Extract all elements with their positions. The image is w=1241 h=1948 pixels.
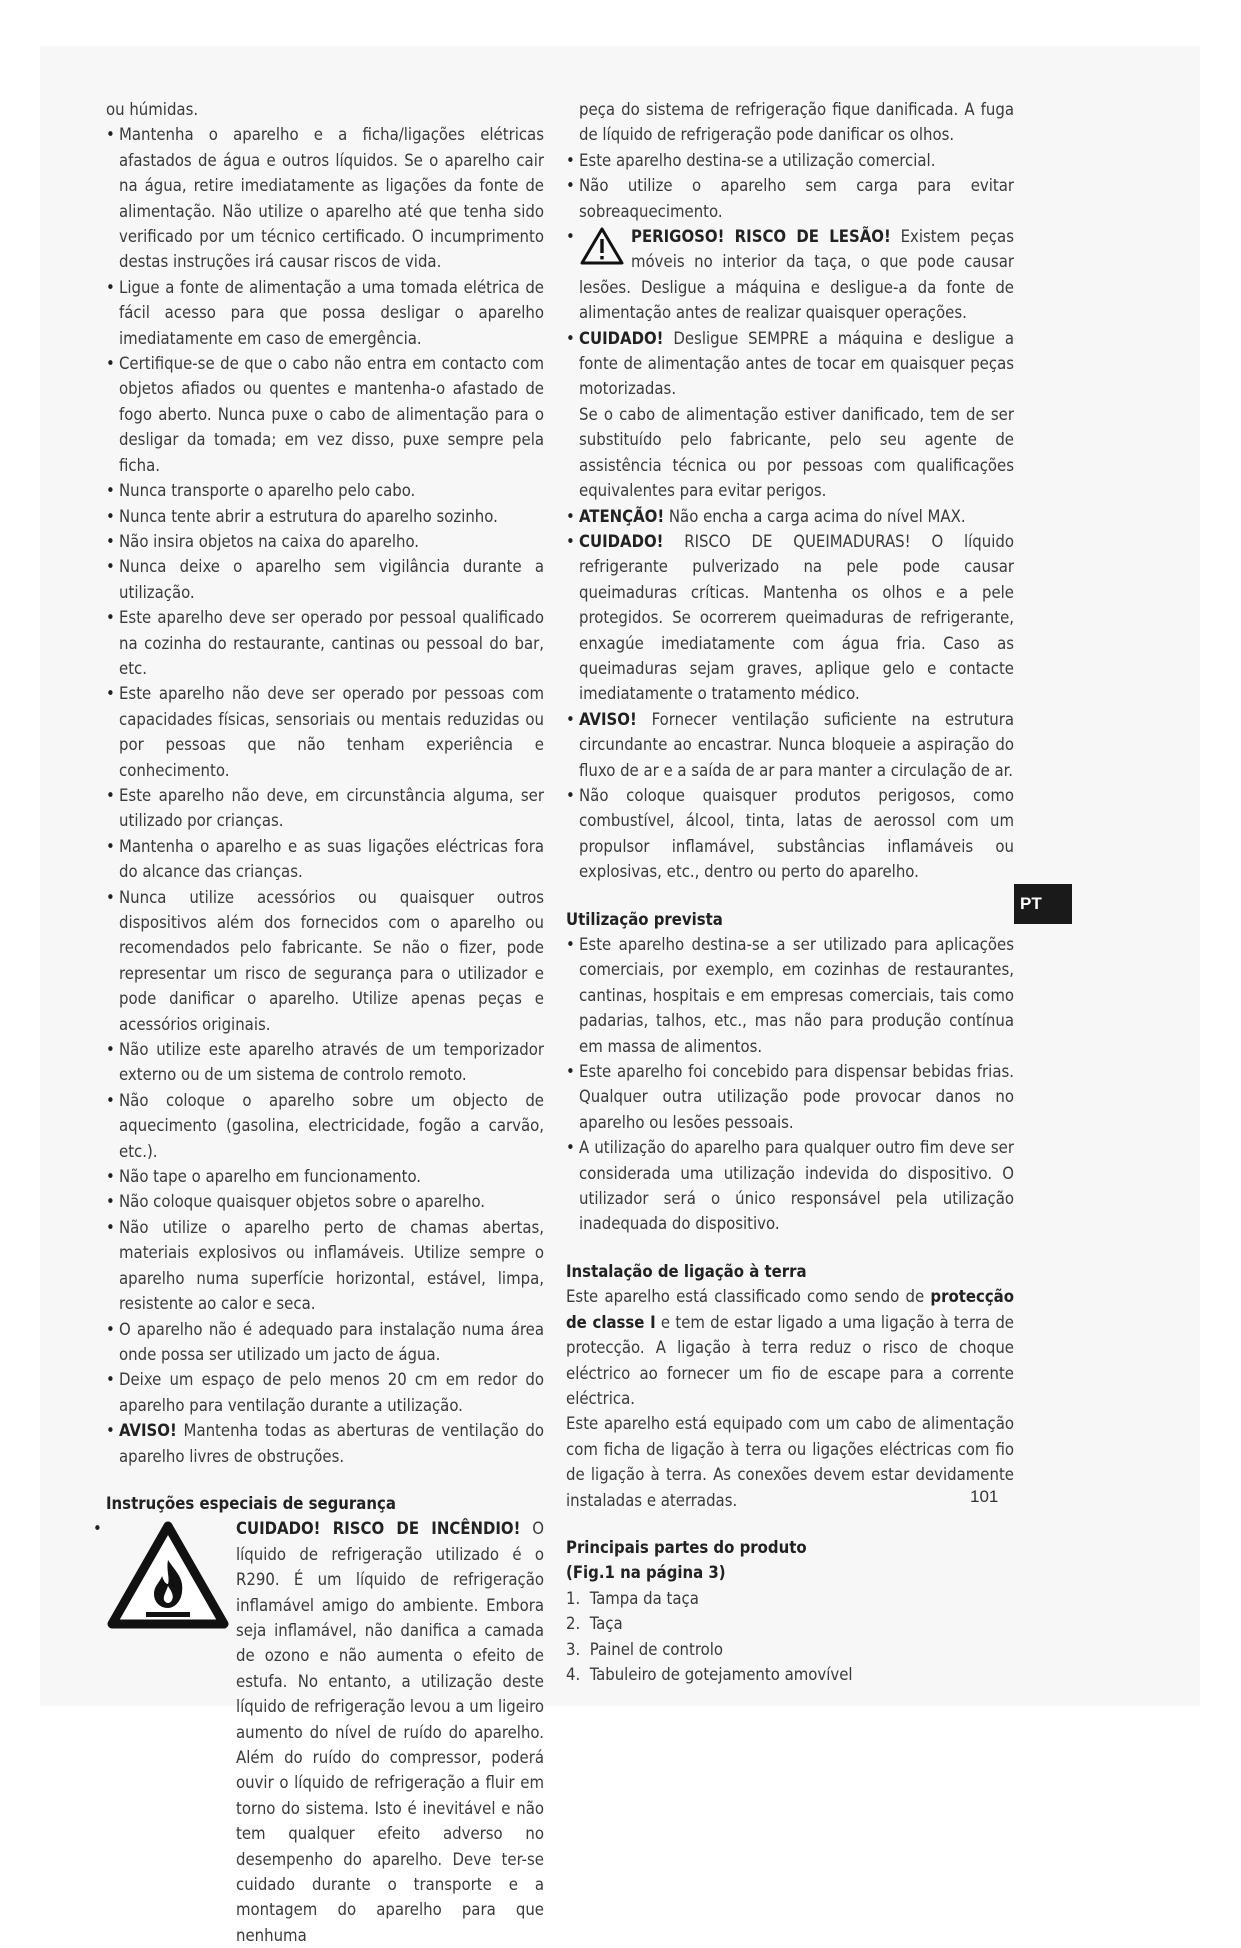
language-tab: PT	[1014, 884, 1072, 924]
aviso-label: AVISO!	[119, 1421, 177, 1441]
grounding-text-1: Este aparelho está classificado como sendo de protecção de classe I e tem de estar ligado a uma ligação à terra de protecção. A ligação à terra reduz o risco de choque eléctrico ao fornecer um fio de escape para a corrente eléctrica.	[566, 1287, 1014, 1408]
list-item: • Nunca tente abrir a estrutura do aparelho sozinho.	[106, 504, 544, 529]
fire-warning-block: • CUIDADO! RISCO DE INCÊNDIO! O líquido de refrigeração utilizado é o R290. É um líquido de refrigeração inflamável amigo do ambiente. Embora seja inflamável, não danifica a camada de ozono e não aumenta o efeito de estufa. No entanto, a utilização deste líquido de refrigeração levou a um ligeiro aumento do nível de ruído do aparelho. Além do ruído do compressor, poderá ouvir o líquido de refrigeração a fluir em torno do sistema. Isto é inevitável e não tem qualquer efeito adverso no desempenho do aparelho. Deve ter-se cuidado durante o transporte e a montagem do aparelho para que nenhuma	[106, 1516, 544, 1948]
intro-text: ou húmidas.	[106, 100, 199, 119]
list-item: 1. Tampa da taça	[566, 1588, 699, 1608]
fire-warning-label: CUIDADO! RISCO DE INCÊNDIO!	[236, 1519, 521, 1539]
list-item: • Nunca utilize acessórios ou quaisquer outros dispositivos além dos fornecidos com o aparelho ou recomendados pelo fabricante. Se não o fizer, pode representar um risco de segurança para o utilizador e pode danificar o aparelho. Utilize apenas peças e acessórios originais.	[106, 885, 544, 1037]
continuation-text: peça do sistema de refrigeração fique danificada. A fuga de líquido de refrigeração pode danificar os olhos.	[579, 100, 1014, 145]
grounding-heading: Instalação de ligação à terra	[566, 1261, 807, 1281]
safety-list-right	[566, 148, 1014, 402]
list-item: • Este aparelho foi concebido para dispensar bebidas frias. Qualquer outra utilização pode provocar danos no aparelho ou lesões pessoais.	[566, 1059, 1014, 1135]
list-item: • Não utilize este aparelho através de um temporizador externo ou de um sistema de controlo remoto.	[106, 1037, 544, 1088]
intended-use-heading: Utilização prevista	[566, 909, 723, 929]
list-item: • Não coloque o aparelho sobre um objecto de aquecimento (gasolina, electricidade, fogão a carvão, etc.).	[106, 1088, 544, 1164]
list-item: • Este aparelho não deve, em circunstância alguma, ser utilizado por crianças.	[106, 783, 544, 834]
intended-use-list	[566, 932, 1014, 1237]
fire-warning-text: CUIDADO! RISCO DE INCÊNDIO! O líquido de refrigeração utilizado é o R290. É um líquido de refrigeração inflamável amigo do ambiente. Embora seja inflamável, não danifica a camada de ozono e não aumenta o efeito de estufa. No entanto, a utilização deste líquido de refrigeração levou a um ligeiro aumento do nível de ruído do aparelho. Além do ruído do compressor, poderá ouvir o líquido de refrigeração a fluir em torno do sistema. Isto é inevitável e não tem qualquer efeito adverso no desempenho do aparelho. Deve ter-se cuidado durante o transporte e a montagem do aparelho para que nenhuma	[236, 1519, 544, 1945]
list-item: • Certifique-se de que o cabo não entra em contacto com objetos afiados ou quentes e mantenha-o afastado de fogo aberto. Nunca puxe o cabo de alimentação para o desligar da tomada; em vez disso, puxe sempre pela ficha.	[106, 351, 544, 478]
safety-list	[106, 122, 544, 1469]
list-item: • Este aparelho destina-se a utilização comercial.	[566, 148, 1014, 173]
list-item: • Nunca deixe o aparelho sem vigilância durante a utilização.	[106, 554, 544, 605]
list-item: • Não utilize o aparelho perto de chamas abertas, materiais explosivos ou inflamáveis. Utilize sempre o aparelho numa superfície horizontal, estável, limpa, resistente ao calor e seca.	[106, 1215, 544, 1317]
list-item: • Não insira objetos na caixa do aparelho.	[106, 529, 544, 554]
grounding-text-2: Este aparelho está equipado com um cabo de alimentação com ficha de ligação à terra ou ligações eléctricas com fio de ligação à terra. As conexões devem estar devidamente instaladas e aterradas.	[566, 1414, 1014, 1510]
list-item: • Não utilize o aparelho sem carga para evitar sobreaquecimento.	[566, 173, 1014, 224]
list-item: • Este aparelho não deve ser operado por pessoas com capacidades físicas, sensoriais ou mentais reduzidas ou por pessoas que não tenham experiência e conhecimento.	[106, 681, 544, 783]
flammable-warning-icon	[106, 1520, 230, 1632]
list-item: • Este aparelho destina-se a ser utilizado para aplicações comerciais, por exemplo, em cozinhas de restaurantes, cantinas, hospitais e em empresas comerciais, tais como padarias, talhos, etc., mas não para produção contínua em massa de alimentos.	[566, 932, 1014, 1059]
list-item-aviso	[106, 1418, 544, 1469]
perigo-label: PERIGOSO! RISCO DE LESÃO!	[631, 227, 891, 247]
list-item: • Mantenha o aparelho e as suas ligações eléctricas fora do alcance das crianças.	[106, 834, 544, 885]
list-item: • Nunca transporte o aparelho pelo cabo.	[106, 478, 544, 503]
cable-text: Se o cabo de alimentação estiver danificado, tem de ser substituído pelo fabricante, pelo seu agente de assistência técnica ou por pessoas com qualificações equivalentes para evitar perigos.	[579, 404, 1014, 501]
list-item: 2. Taça	[566, 1614, 623, 1634]
list-item: • A utilização do aparelho para qualquer outro fim deve ser considerada uma utilização indevida do dispositivo. O utilizador será o único responsável pela utilização inadequada do dispositivo.	[566, 1135, 1014, 1237]
parts-subheading: (Fig.1 na página 3)	[566, 1563, 726, 1583]
parts-heading: Principais partes do produto	[566, 1537, 807, 1557]
left-column	[93, 97, 544, 1948]
list-item: • Este aparelho deve ser operado por pessoal qualificado na cozinha do restaurante, cantinas ou pessoal do bar, etc.	[106, 605, 544, 681]
list-item-cuidado: • CUIDADO! Desligue SEMPRE a máquina e desligue a fonte de alimentação antes de tocar em quaisquer peças motorizadas.	[566, 326, 1014, 402]
list-item-cuidado: • CUIDADO! RISCO DE QUEIMADURAS! O líquido refrigerante pulverizado na pele pode causar queimaduras críticas. Mantenha os olhos e a pele protegidos. Se ocorrerem queimaduras de refrigerante, enxagúe imediatamente com água fria. Caso as queimaduras sejam graves, aplique gelo e contacte imediatamente o tratamento médico.	[566, 529, 1014, 707]
list-item: • Não tape o aparelho em funcionamento.	[106, 1164, 544, 1189]
right-column	[566, 97, 1014, 1687]
aviso-text: Mantenha todas as aberturas de ventilação do aparelho livres de obstruções.	[119, 1421, 544, 1466]
parts-list	[566, 1586, 1014, 1688]
page-number: 101	[970, 1487, 999, 1506]
list-item: • O aparelho não é adequado para instalação numa área onde possa ser utilizado um jacto de água.	[106, 1317, 544, 1368]
list-item: • Não coloque quaisquer produtos perigosos, como combustível, álcool, tinta, latas de aerossol com um propulsor inflamável, substâncias inflamáveis ou explosivas, etc., dentro ou perto do aparelho.	[566, 783, 1014, 885]
warning-triangle-icon	[579, 226, 625, 266]
list-item-atencao: • ATENÇÃO! Não encha a carga acima do nível MAX.	[566, 504, 1014, 529]
list-item: • Deixe um espaço de pelo menos 20 cm em redor do aparelho para ventilação durante a utilização.	[106, 1367, 544, 1418]
list-item: • Não coloque quaisquer objetos sobre o aparelho.	[106, 1189, 544, 1214]
list-item-aviso: • AVISO! Fornecer ventilação suficiente na estrutura circundante ao encastrar. Nunca bloqueie a aspiração do fluxo de ar e a saída de ar para manter a circulação de ar.	[566, 707, 1014, 783]
list-item-perigo: • PERIGOSO! RISCO DE LESÃO! Existem peças móveis no interior da taça, o que pode causar lesões. Desligue a máquina e desligue-a da fonte de alimentação antes de realizar quaisquer operações.	[566, 224, 1014, 326]
safety-list-right-2	[566, 504, 1014, 885]
list-item: 3. Painel de controlo	[566, 1639, 724, 1659]
list-item: • Ligue a fonte de alimentação a uma tomada elétrica de fácil acesso para que possa desligar o aparelho imediatamente em caso de emergência.	[106, 275, 544, 351]
list-item: 4. Tabuleiro de gotejamento amovível	[566, 1664, 853, 1684]
list-item: • Mantenha o aparelho e a ficha/ligações elétricas afastados de água e outros líquidos. Se o aparelho cair na água, retire imediatamente as ligações da fonte de alimentação. Não utilize o aparelho até que tenha sido verificado por um técnico certificado. O incumprimento destas instruções irá causar riscos de vida.	[106, 122, 544, 274]
special-safety-heading: Instruções especiais de segurança	[106, 1493, 396, 1513]
